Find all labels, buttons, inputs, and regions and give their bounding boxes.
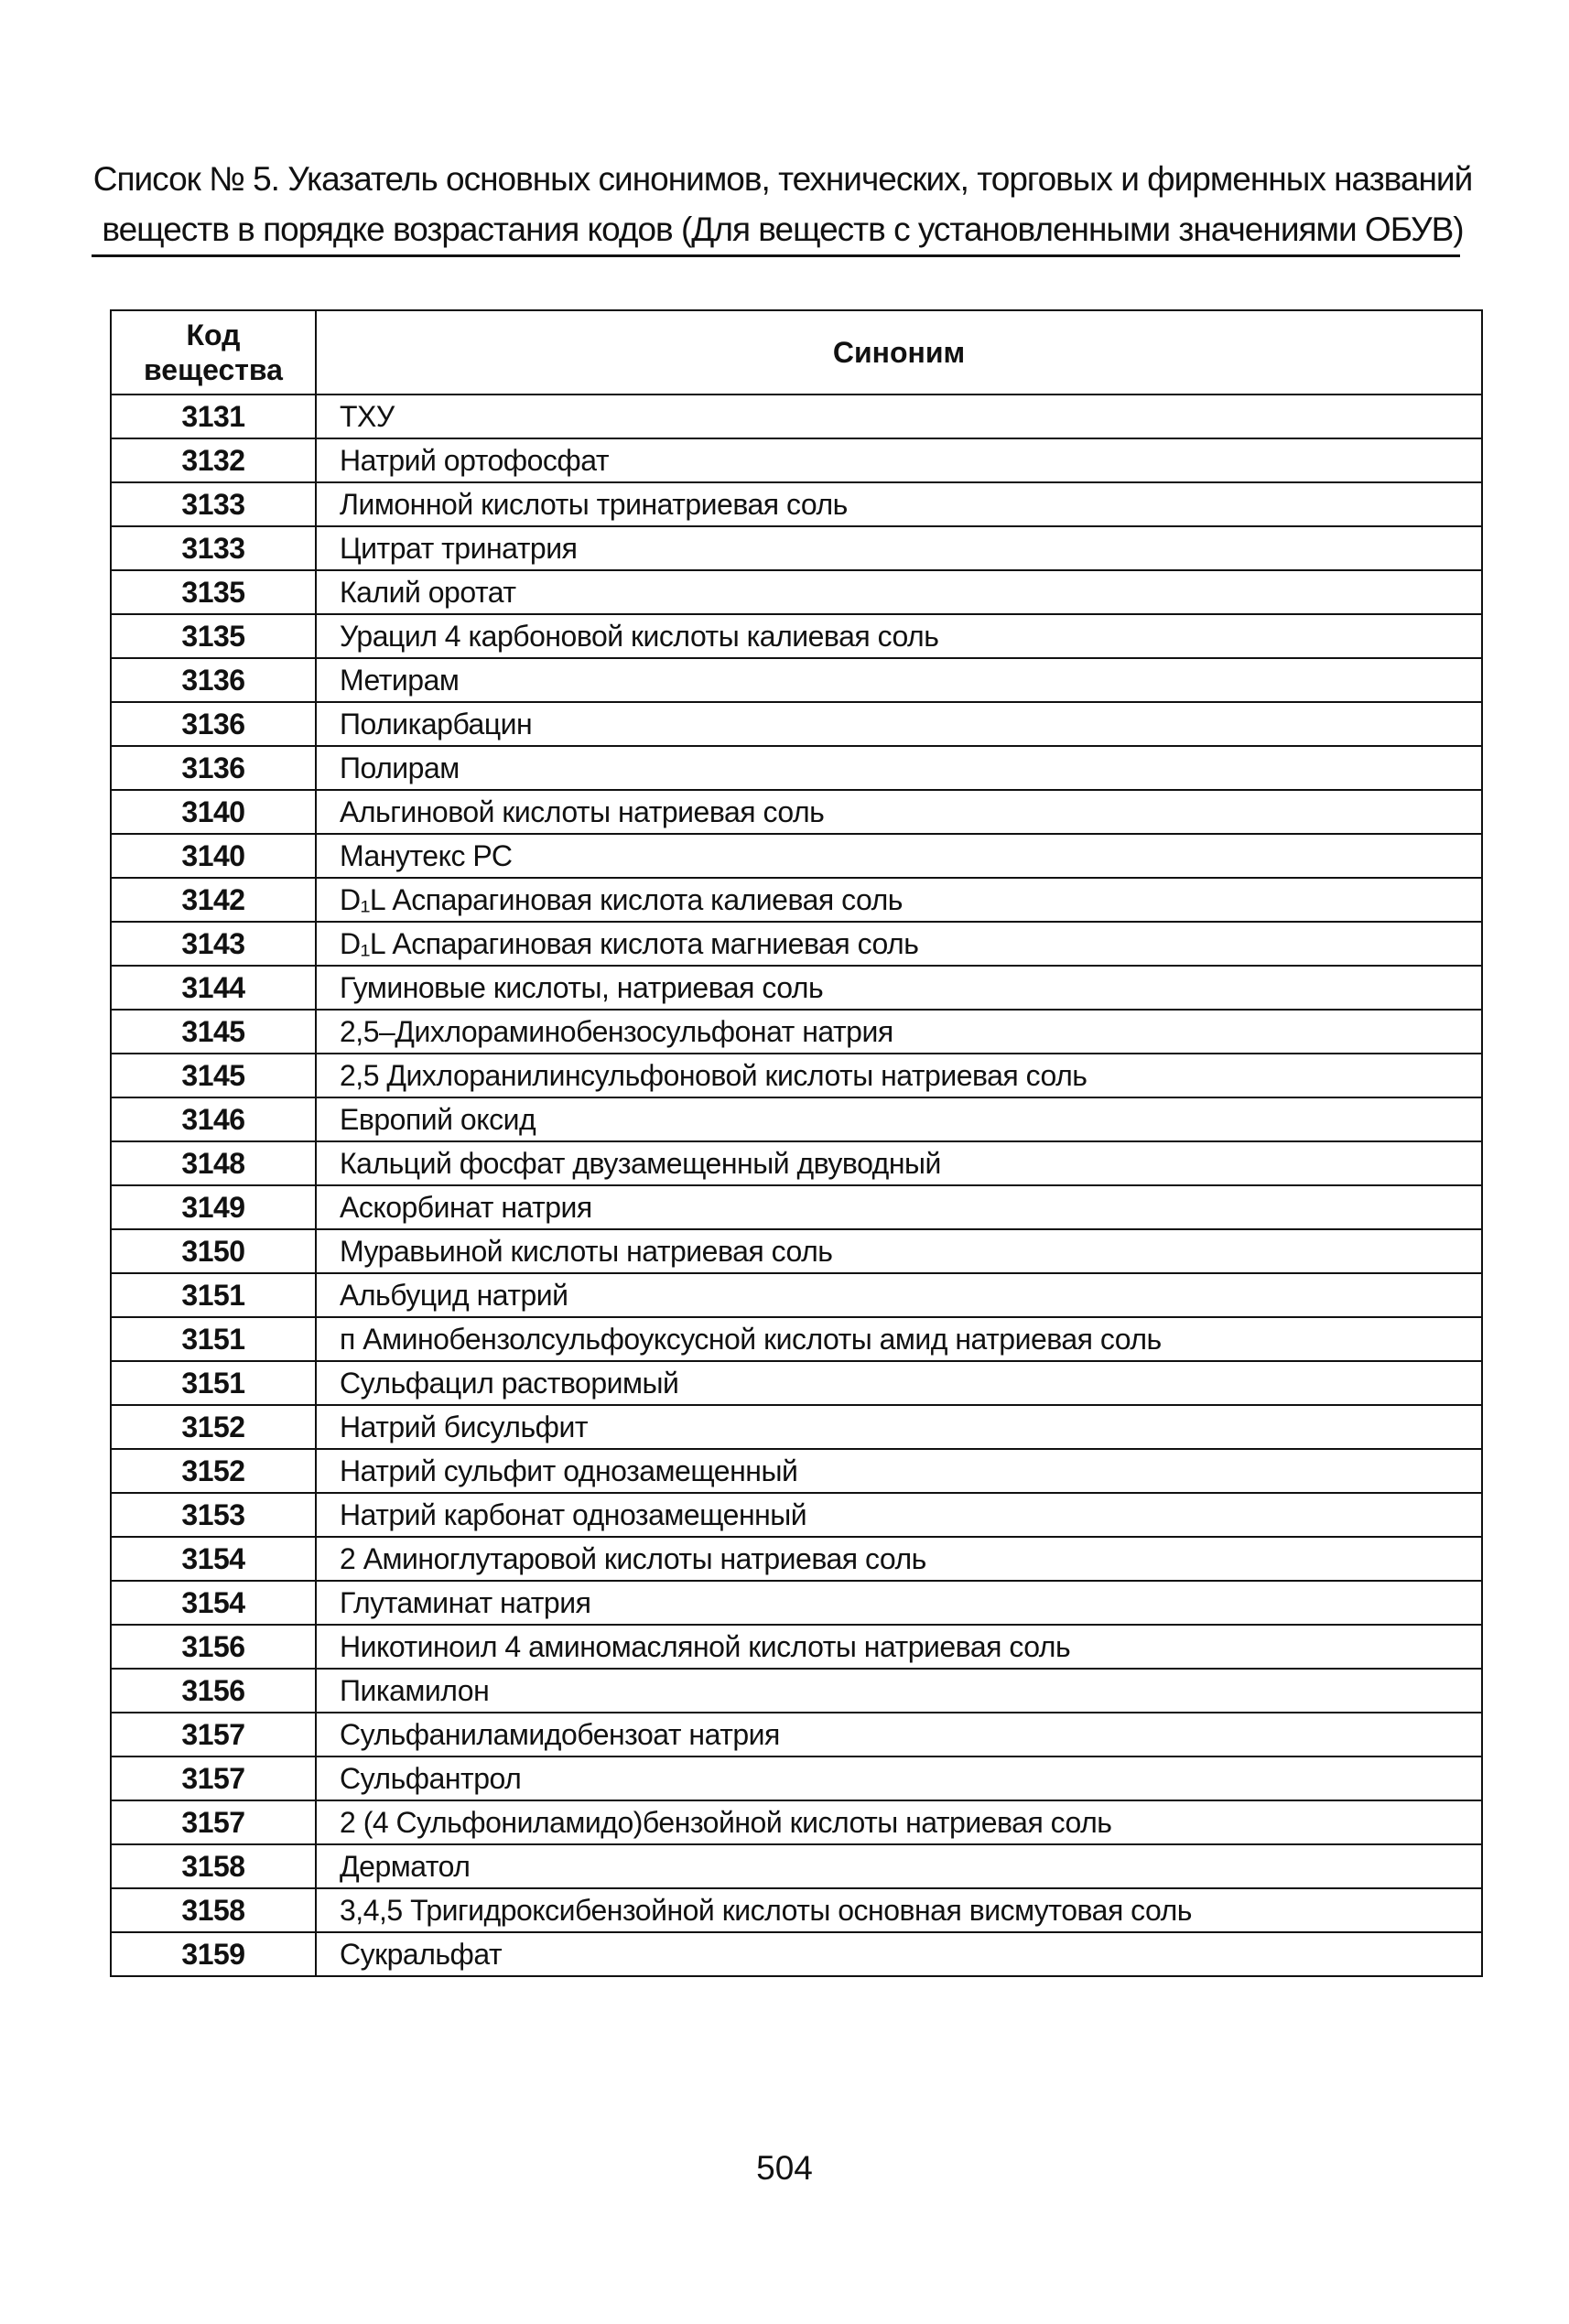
substance-code-cell: 3154 xyxy=(111,1581,316,1625)
synonym-cell: D₁L Аспарагиновая кислота калиевая соль xyxy=(316,878,1482,922)
table-row xyxy=(111,746,1482,790)
substance-code-cell: 3149 xyxy=(111,1185,316,1229)
synonym-column-header: Синоним xyxy=(316,310,1482,395)
table-row xyxy=(111,702,1482,746)
table-row xyxy=(111,482,1482,526)
substance-code-cell: 3135 xyxy=(111,614,316,658)
synonym-cell: Дерматол xyxy=(316,1844,1482,1888)
table-header-row xyxy=(111,310,1482,395)
synonym-cell: Метирам xyxy=(316,658,1482,702)
substance-code-cell: 3158 xyxy=(111,1888,316,1932)
synonym-cell: 2,5–Дихлораминобензосульфонат натрия xyxy=(316,1010,1482,1054)
table-row xyxy=(111,1141,1482,1185)
code-column-header xyxy=(111,310,316,395)
synonym-cell: Поликарбацин xyxy=(316,702,1482,746)
table-row xyxy=(111,1757,1482,1800)
synonym-cell: Натрий сульфит однозамещенный xyxy=(316,1449,1482,1493)
table-row xyxy=(111,1449,1482,1493)
table-row xyxy=(111,526,1482,570)
substance-code-cell: 3151 xyxy=(111,1317,316,1361)
substance-code-cell: 3142 xyxy=(111,878,316,922)
substance-code-cell: 3157 xyxy=(111,1713,316,1757)
table-row xyxy=(111,966,1482,1010)
title-line-2: веществ в порядке возрастания кодов (Для веществ с установленными значениями ОБУВ) xyxy=(102,211,1464,248)
table-row xyxy=(111,1054,1482,1097)
table-row xyxy=(111,1800,1482,1844)
substance-code-cell: 3153 xyxy=(111,1493,316,1537)
synonym-cell: Никотиноил 4 аминомасляной кислоты натриевая соль xyxy=(316,1625,1482,1669)
synonym-cell: Пикамилон xyxy=(316,1669,1482,1713)
synonym-cell: Муравьиной кислоты натриевая соль xyxy=(316,1229,1482,1273)
substance-code-cell: 3151 xyxy=(111,1361,316,1405)
table-row xyxy=(111,1097,1482,1141)
substance-code-cell: 3152 xyxy=(111,1449,316,1493)
table-row xyxy=(111,1932,1482,1976)
synonym-cell: ТХУ xyxy=(316,395,1482,438)
table-row xyxy=(111,658,1482,702)
substance-code-cell: 3132 xyxy=(111,438,316,482)
table-row xyxy=(111,878,1482,922)
substance-code-cell: 3148 xyxy=(111,1141,316,1185)
substance-code-cell: 3140 xyxy=(111,790,316,834)
table-body xyxy=(111,395,1482,1976)
table-row xyxy=(111,395,1482,438)
table-row xyxy=(111,1185,1482,1229)
synonym-cell: Натрий ортофосфат xyxy=(316,438,1482,482)
substance-code-cell: 3157 xyxy=(111,1757,316,1800)
table-row xyxy=(111,1888,1482,1932)
table-row xyxy=(111,1581,1482,1625)
table-row xyxy=(111,1361,1482,1405)
table-row xyxy=(111,1625,1482,1669)
substance-code-cell: 3135 xyxy=(111,570,316,614)
synonym-cell: Натрий карбонат однозамещенный xyxy=(316,1493,1482,1537)
substance-code-cell: 3133 xyxy=(111,482,316,526)
synonym-cell: Альгиновой кислоты натриевая соль xyxy=(316,790,1482,834)
header-rule xyxy=(92,254,1460,257)
substance-code-cell: 3136 xyxy=(111,658,316,702)
substance-code-cell: 3152 xyxy=(111,1405,316,1449)
table-row xyxy=(111,1493,1482,1537)
synonym-cell: Аскорбинат натрия xyxy=(316,1185,1482,1229)
substance-code-cell: 3143 xyxy=(111,922,316,966)
synonym-cell: Альбуцид натрий xyxy=(316,1273,1482,1317)
synonym-cell: D₁L Аспарагиновая кислота магниевая соль xyxy=(316,922,1482,966)
synonym-cell: п Аминобензолсульфоуксусной кислоты амид натриевая соль xyxy=(316,1317,1482,1361)
synonym-cell: Калий оротат xyxy=(316,570,1482,614)
code-header-line1: Код xyxy=(186,319,241,351)
substance-code-cell: 3133 xyxy=(111,526,316,570)
table-row xyxy=(111,834,1482,878)
synonym-cell: 3,4,5 Тригидроксибензойной кислоты основная висмутовая соль xyxy=(316,1888,1482,1932)
synonym-cell: Сульфаниламидобензоат натрия xyxy=(316,1713,1482,1757)
substance-code-cell: 3157 xyxy=(111,1800,316,1844)
synonym-cell: Лимонной кислоты тринатриевая соль xyxy=(316,482,1482,526)
table-row xyxy=(111,1713,1482,1757)
table-row xyxy=(111,1669,1482,1713)
substance-code-cell: 3146 xyxy=(111,1097,316,1141)
synonym-cell: Гуминовые кислоты, натриевая соль xyxy=(316,966,1482,1010)
synonym-cell: 2 Аминоглутаровой кислоты натриевая соль xyxy=(316,1537,1482,1581)
table-row xyxy=(111,570,1482,614)
synonym-cell: Сукральфат xyxy=(316,1932,1482,1976)
table-row xyxy=(111,614,1482,658)
synonym-cell: Кальций фосфат двузамещенный двуводный xyxy=(316,1141,1482,1185)
synonym-cell: Натрий бисульфит xyxy=(316,1405,1482,1449)
table-row xyxy=(111,1317,1482,1361)
page-header xyxy=(92,154,1474,254)
synonym-cell: 2,5 Дихлоранилинсульфоновой кислоты натриевая соль xyxy=(316,1054,1482,1097)
synonyms-table xyxy=(110,309,1483,1977)
substance-code-cell: 3151 xyxy=(111,1273,316,1317)
substance-code-cell: 3158 xyxy=(111,1844,316,1888)
substance-code-cell: 3144 xyxy=(111,966,316,1010)
synonym-cell: Сульфацил растворимый xyxy=(316,1361,1482,1405)
substance-code-cell: 3154 xyxy=(111,1537,316,1581)
substance-code-cell: 3140 xyxy=(111,834,316,878)
code-header-line2: вещества xyxy=(144,353,283,386)
substance-code-cell: 3145 xyxy=(111,1054,316,1097)
table-row xyxy=(111,1010,1482,1054)
table-row xyxy=(111,922,1482,966)
table-row xyxy=(111,1537,1482,1581)
substance-code-cell: 3150 xyxy=(111,1229,316,1273)
substance-code-cell: 3136 xyxy=(111,702,316,746)
table-row xyxy=(111,790,1482,834)
substance-code-cell: 3145 xyxy=(111,1010,316,1054)
synonym-cell: Европий оксид xyxy=(316,1097,1482,1141)
title-line-1: Список № 5. Указатель основных синонимов, технических, торговых и фирменных названий xyxy=(92,160,1473,198)
substance-code-cell: 3156 xyxy=(111,1669,316,1713)
substance-code-cell: 3136 xyxy=(111,746,316,790)
synonym-cell: Сульфантрол xyxy=(316,1757,1482,1800)
table-row xyxy=(111,1844,1482,1888)
synonym-cell: Манутекс РС xyxy=(316,834,1482,878)
substance-code-cell: 3156 xyxy=(111,1625,316,1669)
synonym-cell: Глутаминат натрия xyxy=(316,1581,1482,1625)
substance-code-cell: 3159 xyxy=(111,1932,316,1976)
synonym-cell: Полирам xyxy=(316,746,1482,790)
table-row xyxy=(111,1273,1482,1317)
substance-code-cell: 3131 xyxy=(111,395,316,438)
page-number: 504 xyxy=(756,2149,813,2187)
table-row xyxy=(111,1405,1482,1449)
table-row xyxy=(111,438,1482,482)
synonym-cell: Цитрат тринатрия xyxy=(316,526,1482,570)
table-row xyxy=(111,1229,1482,1273)
synonym-cell: Урацил 4 карбоновой кислоты калиевая соль xyxy=(316,614,1482,658)
synonym-cell: 2 (4 Сульфониламидо)бензойной кислоты натриевая соль xyxy=(316,1800,1482,1844)
